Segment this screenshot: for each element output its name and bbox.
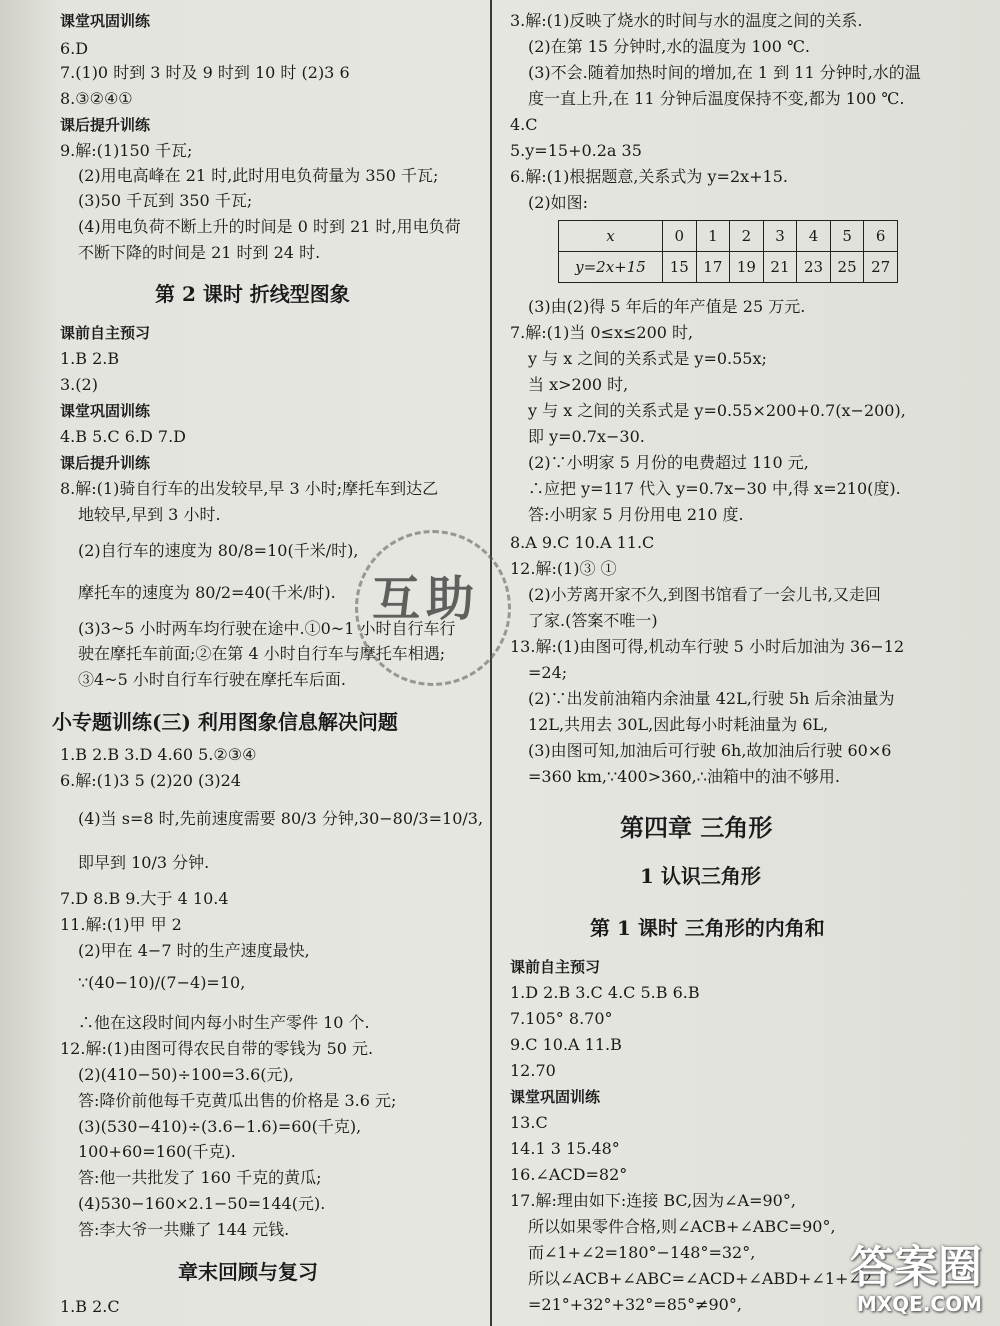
answer-line: 所以如果零件合格,则∠ACB+∠ABC=90°, xyxy=(528,1217,836,1236)
answer-line: 6.D xyxy=(60,39,89,58)
answer-line: 1.D 2.B 3.C 4.C 5.B 6.B xyxy=(510,983,700,1002)
table-cell: x xyxy=(559,221,663,252)
section-heading: 小专题训练(三) 利用图象信息解决问题 xyxy=(52,710,398,734)
table-cell: 3 xyxy=(763,221,797,252)
answer-line: =360 km,∵400>360,∴油箱中的油不够用. xyxy=(528,767,841,786)
answer-line: (2)小芳离开家不久,到图书馆看了一会儿书,又走回 xyxy=(528,585,881,604)
table-cell: 21 xyxy=(763,252,797,283)
column-divider xyxy=(490,0,492,1326)
answer-line: 6.解:(1)3 5 (2)20 (3)24 xyxy=(60,771,241,790)
table-cell: 6 xyxy=(864,221,898,252)
answer-line: 12.解:(1)由图可得农民自带的零钱为 50 元. xyxy=(60,1039,374,1058)
section-label: 课堂巩固训练 xyxy=(60,12,151,30)
section-label: 课前自主预习 xyxy=(510,958,601,976)
answer-line: ③4~5 小时自行车行驶在摩托车后面. xyxy=(78,670,346,689)
section-label: 课后提升训练 xyxy=(60,454,151,472)
stamp-text: 互助 xyxy=(372,571,481,627)
table-cell: 2 xyxy=(730,221,764,252)
answer-line: 11.解:(1)甲 甲 2 xyxy=(60,915,182,934)
answer-line: 4.C xyxy=(510,115,538,134)
answer-line: 9.解:(1)150 千瓦; xyxy=(60,141,193,160)
answer-line: 驶在摩托车前面;②在第 4 小时自行车与摩托车相遇; xyxy=(78,644,446,663)
answer-line: (2)在第 15 分钟时,水的温度为 100 ℃. xyxy=(528,37,810,56)
table-row xyxy=(559,252,898,283)
answer-line: 1.B 2.C xyxy=(60,1297,120,1316)
answer-line: (2)甲在 4−7 时的生产速度最快, xyxy=(78,941,310,960)
table-cell: 0 xyxy=(663,221,697,252)
answer-line: (3)3~5 小时两车均行驶在途中.①0~1 小时自行车行 xyxy=(78,619,456,638)
answer-line: 答:小明家 5 月份用电 210 度. xyxy=(528,505,744,524)
answer-line: 12L,共用去 30L,因此每小时耗油量为 6L, xyxy=(528,715,829,734)
table-cell: 27 xyxy=(864,252,898,283)
answer-line: 13.C xyxy=(510,1113,548,1132)
answer-line: 1.B 2.B xyxy=(60,349,120,368)
answer-line: 了家.(答案不唯一) xyxy=(528,611,658,630)
answer-line: ∴应把 y=117 代入 y=0.7x−30 中,得 x=210(度). xyxy=(528,479,901,498)
answer-line: (4)当 s=8 时,先前速度需要 80/3 分钟,30−80/3=10/3, xyxy=(78,809,484,828)
watermark-sub: MXQE.COM xyxy=(856,1292,982,1316)
answer-line: 摩托车的速度为 80/2=40(千米/时). xyxy=(78,583,336,602)
section-heading: 第 2 课时 折线型图象 xyxy=(155,282,350,306)
answer-line: 100+60=160(千克). xyxy=(78,1142,236,1161)
table-cell: 25 xyxy=(830,252,864,283)
table-cell: y=2x+15 xyxy=(559,252,663,283)
answer-line: 即 y=0.7x−30. xyxy=(528,427,645,446)
answer-line: =24; xyxy=(528,663,568,682)
answer-line: (3)由(2)得 5 年后的年产值是 25 万元. xyxy=(528,297,806,316)
section-label: 课后提升训练 xyxy=(60,116,151,134)
value-table xyxy=(558,220,898,283)
answer-line: (2)∵出发前油箱内余油量 42L,行驶 5h 后余油量为 xyxy=(528,689,895,708)
table-cell: 5 xyxy=(830,221,864,252)
answer-line: (2)用电高峰在 21 时,此时用电负荷量为 350 千瓦; xyxy=(78,166,439,185)
table-cell: 23 xyxy=(797,252,831,283)
answer-line: 14.1 3 15.48° xyxy=(510,1139,620,1158)
answer-line: 7.105° 8.70° xyxy=(510,1009,613,1028)
section-heading: 第 1 课时 三角形的内角和 xyxy=(590,916,825,940)
answer-line: (3)50 千瓦到 350 千瓦; xyxy=(78,191,253,210)
answer-line: (2)自行车的速度为 80/8=10(千米/时), xyxy=(78,541,359,560)
section-heading: 1 认识三角形 xyxy=(640,864,761,888)
answer-line: 度一直上升,在 11 分钟后温度保持不变,都为 100 ℃. xyxy=(528,89,905,108)
answer-line: (4)用电负荷不断上升的时间是 0 时到 21 时,用电负荷 xyxy=(78,217,461,236)
answer-line: 地较早,早到 3 小时. xyxy=(78,505,221,524)
answer-line: 答:他一共批发了 160 千克的黄瓜; xyxy=(78,1168,322,1187)
answer-line: 9.C 10.A 11.B xyxy=(510,1035,622,1054)
answer-line: ∴他在这段时间内每小时生产零件 10 个. xyxy=(78,1013,370,1032)
answer-line: =21°+32°+32°=85°≠90°, xyxy=(528,1295,742,1314)
answer-line: (3)不会.随着加热时间的增加,在 1 到 11 分钟时,水的温 xyxy=(528,63,921,82)
table-cell: 19 xyxy=(730,252,764,283)
answer-line: 17.解:理由如下:连接 BC,因为∠A=90°, xyxy=(510,1191,796,1210)
answer-line: (3)(530−410)÷(3.6−1.6)=60(千克), xyxy=(78,1117,362,1136)
answer-line: (2)如图: xyxy=(528,193,589,212)
answer-line: 5.y=15+0.2a 35 xyxy=(510,141,642,160)
table-row xyxy=(559,221,898,252)
answer-line: 不断下降的时间是 21 时到 24 时. xyxy=(78,243,321,262)
section-heading: 第四章 三角形 xyxy=(620,813,773,842)
answer-line: y 与 x 之间的关系式是 y=0.55x; xyxy=(528,349,767,368)
table-cell: 15 xyxy=(663,252,697,283)
answer-line: (4)530−160×2.1−50=144(元). xyxy=(78,1194,326,1213)
section-label: 课堂巩固训练 xyxy=(510,1088,601,1106)
table-cell: 4 xyxy=(797,221,831,252)
section-label: 课前自主预习 xyxy=(60,324,151,342)
answer-line: 7.(1)0 时到 3 时及 9 时到 10 时 (2)3 6 xyxy=(60,63,350,82)
answer-line: 6.解:(1)根据题意,关系式为 y=2x+15. xyxy=(510,167,788,186)
answer-line: 7.解:(1)当 0≤x≤200 时, xyxy=(510,323,694,342)
answer-line: ∵(40−10)/(7−4)=10, xyxy=(78,973,246,992)
answer-line: 答:李大爷一共赚了 144 元钱. xyxy=(78,1220,290,1239)
table-cell: 17 xyxy=(696,252,730,283)
answer-line: 3.(2) xyxy=(60,375,98,394)
answer-line: 8.③②④① xyxy=(60,89,133,108)
answer-line: (3)由图可知,加油后可行驶 6h,故加油后行驶 60×6 xyxy=(528,741,892,760)
answer-line: 12.解:(1)③ ① xyxy=(510,559,617,578)
watermark xyxy=(850,1244,982,1316)
answer-line: y 与 x 之间的关系式是 y=0.55×200+0.7(x−200), xyxy=(528,401,906,420)
answer-line: (2)(410−50)÷100=3.6(元), xyxy=(78,1065,294,1084)
answer-line: 12.70 xyxy=(510,1061,556,1080)
answer-line: 8.A 9.C 10.A 11.C xyxy=(510,533,655,552)
section-label: 课堂巩固训练 xyxy=(60,402,151,420)
answer-line: 所以∠ACB+∠ABC=∠ACD+∠ABD+∠1+∠2 xyxy=(528,1269,873,1288)
section-heading: 章末回顾与复习 xyxy=(178,1260,318,1284)
answer-line: 7.D 8.B 9.大于 4 10.4 xyxy=(60,889,229,908)
answer-line: 当 x>200 时, xyxy=(528,375,629,394)
answer-line: 即早到 10/3 分钟. xyxy=(78,853,210,872)
answer-line: (2)∵小明家 5 月份的电费超过 110 元, xyxy=(528,453,809,472)
table-cell: 1 xyxy=(696,221,730,252)
answer-line: 1.B 2.B 3.D 4.60 5.②③④ xyxy=(60,745,257,764)
answer-line: 而∠1+∠2=180°−148°=32°, xyxy=(528,1243,756,1262)
answer-line: 4.B 5.C 6.D 7.D xyxy=(60,427,186,446)
answer-line: 13.解:(1)由图可得,机动车行驶 5 小时后加油为 36−12 xyxy=(510,637,905,656)
answer-line: 8.解:(1)骑自行车的出发较早,早 3 小时;摩托车到达乙 xyxy=(60,479,439,498)
answer-line: 3.解:(1)反映了烧水的时间与水的温度之间的关系. xyxy=(510,11,863,30)
watermark-main: 答案圈 xyxy=(850,1242,982,1293)
answer-line: 答:降价前他每千克黄瓜出售的价格是 3.6 元; xyxy=(78,1091,397,1110)
answer-line: 16.∠ACD=82° xyxy=(510,1165,628,1184)
